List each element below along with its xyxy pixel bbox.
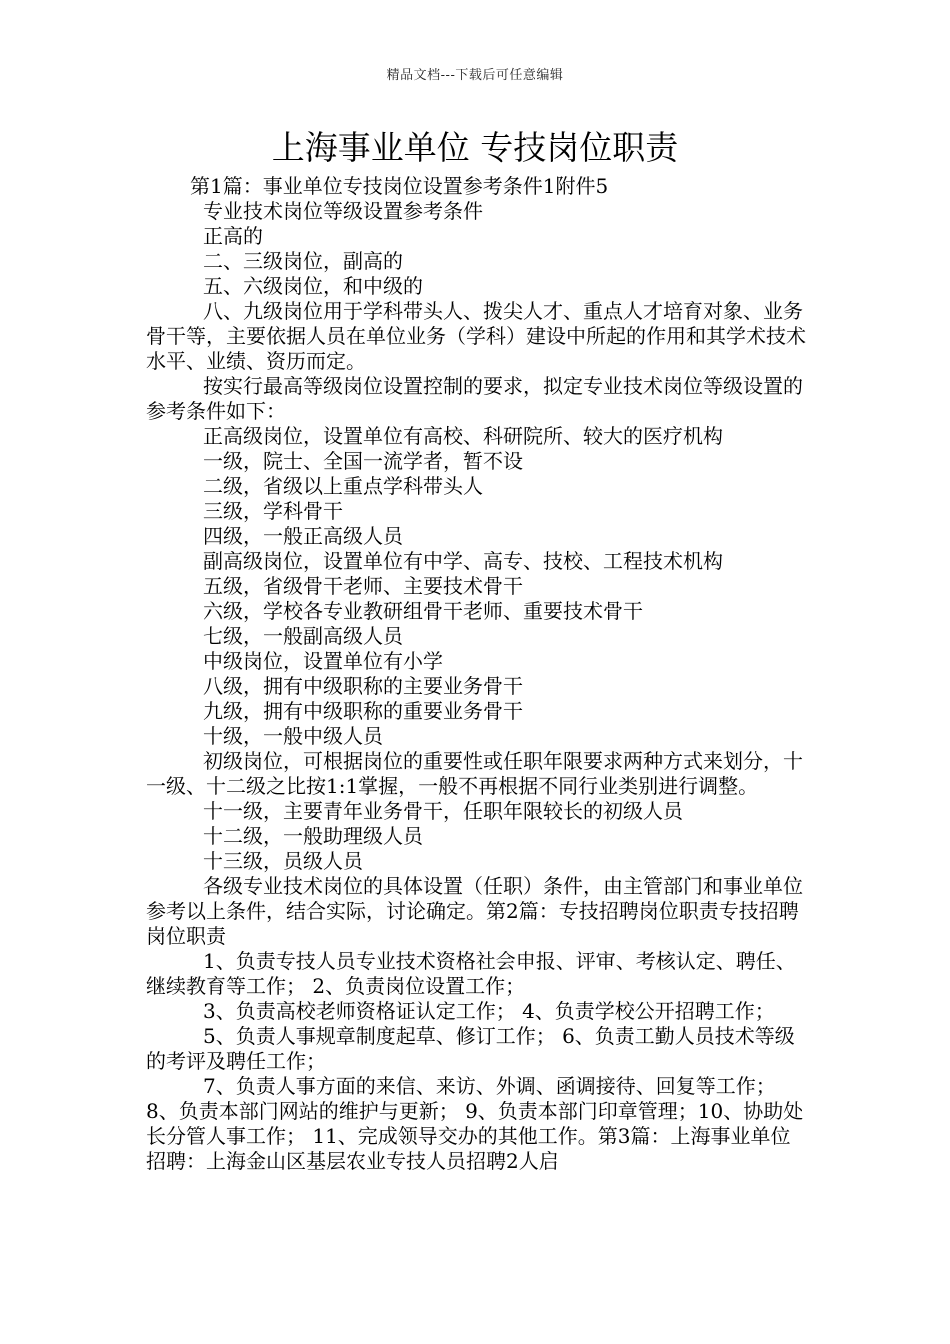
paragraph: 初级岗位，可根据岗位的重要性或任职年限要求两种方式来划分，十一级、十二级之比按1:1掌握，一般不再根据不同行业类别进行调整。 xyxy=(146,749,803,798)
paragraph: 二级，省级以上重点学科带头人 xyxy=(203,474,483,498)
paragraph: 四级，一般正高级人员 xyxy=(203,524,403,548)
page-header: 精品文档---下载后可任意编辑 xyxy=(386,68,564,83)
paragraph: 十二级，一般助理级人员 xyxy=(203,824,423,848)
paragraph: 八、九级岗位用于学科带头人、拨尖人才、重点人才培育对象、业务骨干等，主要依据人员在单位业务（学科）建设中所起的作用和其学术技术水平、业绩、资历而定。 xyxy=(146,299,806,373)
paragraph: 正高级岗位，设置单位有高校、科研院所、较大的医疗机构 xyxy=(203,424,723,448)
paragraph: 七级，一般副高级人员 xyxy=(203,624,403,648)
document-body xyxy=(146,174,806,1174)
paragraph: 副高级岗位，设置单位有中学、高专、技校、工程技术机构 xyxy=(203,549,723,573)
paragraph: 一级，院士、全国一流学者，暂不设 xyxy=(203,449,523,473)
paragraph: 五级，省级骨干老师、主要技术骨干 xyxy=(203,574,523,598)
paragraph: 第1篇：事业单位专技岗位设置参考条件1附件5 xyxy=(190,174,609,198)
paragraph: 十三级，员级人员 xyxy=(203,849,363,873)
paragraph: 专业技术岗位等级设置参考条件 xyxy=(203,199,483,223)
paragraph: 7、负责人事方面的来信、来访、外调、函调接待、回复等工作；8、负责本部门网站的维护与更新； 9、负责本部门印章管理；10、协助处长分管人事工作； 11、完成领导交办的其他工作。第3篇：上海事业单位招聘：上海金山区基层农业专技人员招聘2人启 xyxy=(146,1074,804,1173)
paragraph: 十一级，主要青年业务骨干，任职年限较长的初级人员 xyxy=(203,799,683,823)
paragraph: 3、负责高校老师资格证认定工作； 4、负责学校公开招聘工作； xyxy=(203,999,775,1023)
paragraph: 各级专业技术岗位的具体设置（任职）条件，由主管部门和事业单位参考以上条件，结合实际，讨论确定。第2篇：专技招聘岗位职责专技招聘岗位职责 xyxy=(146,874,803,948)
paragraph: 1、负责专技人员专业技术资格社会申报、评审、考核认定、聘任、继续教育等工作； 2、负责岗位设置工作； xyxy=(146,949,796,998)
paragraph: 八级，拥有中级职称的主要业务骨干 xyxy=(203,674,523,698)
paragraph: 正高的 xyxy=(203,224,263,248)
paragraph: 六级，学校各专业教研组骨干老师、重要技术骨干 xyxy=(203,599,643,623)
paragraph: 中级岗位，设置单位有小学 xyxy=(203,649,443,673)
paragraph: 按实行最高等级岗位设置控制的要求，拟定专业技术岗位等级设置的参考条件如下： xyxy=(146,374,803,423)
paragraph: 三级，学科骨干 xyxy=(203,499,343,523)
paragraph: 二、三级岗位，副高的 xyxy=(203,249,403,273)
paragraph: 5、负责人事规章制度起草、修订工作； 6、负责工勤人员技术等级的考评及聘任工作； xyxy=(146,1024,795,1073)
paragraph: 五、六级岗位，和中级的 xyxy=(203,274,423,298)
paragraph: 九级，拥有中级职称的重要业务骨干 xyxy=(203,699,523,723)
paragraph: 十级，一般中级人员 xyxy=(203,724,383,748)
document-title: 上海事业单位 专技岗位职责 xyxy=(271,128,679,167)
